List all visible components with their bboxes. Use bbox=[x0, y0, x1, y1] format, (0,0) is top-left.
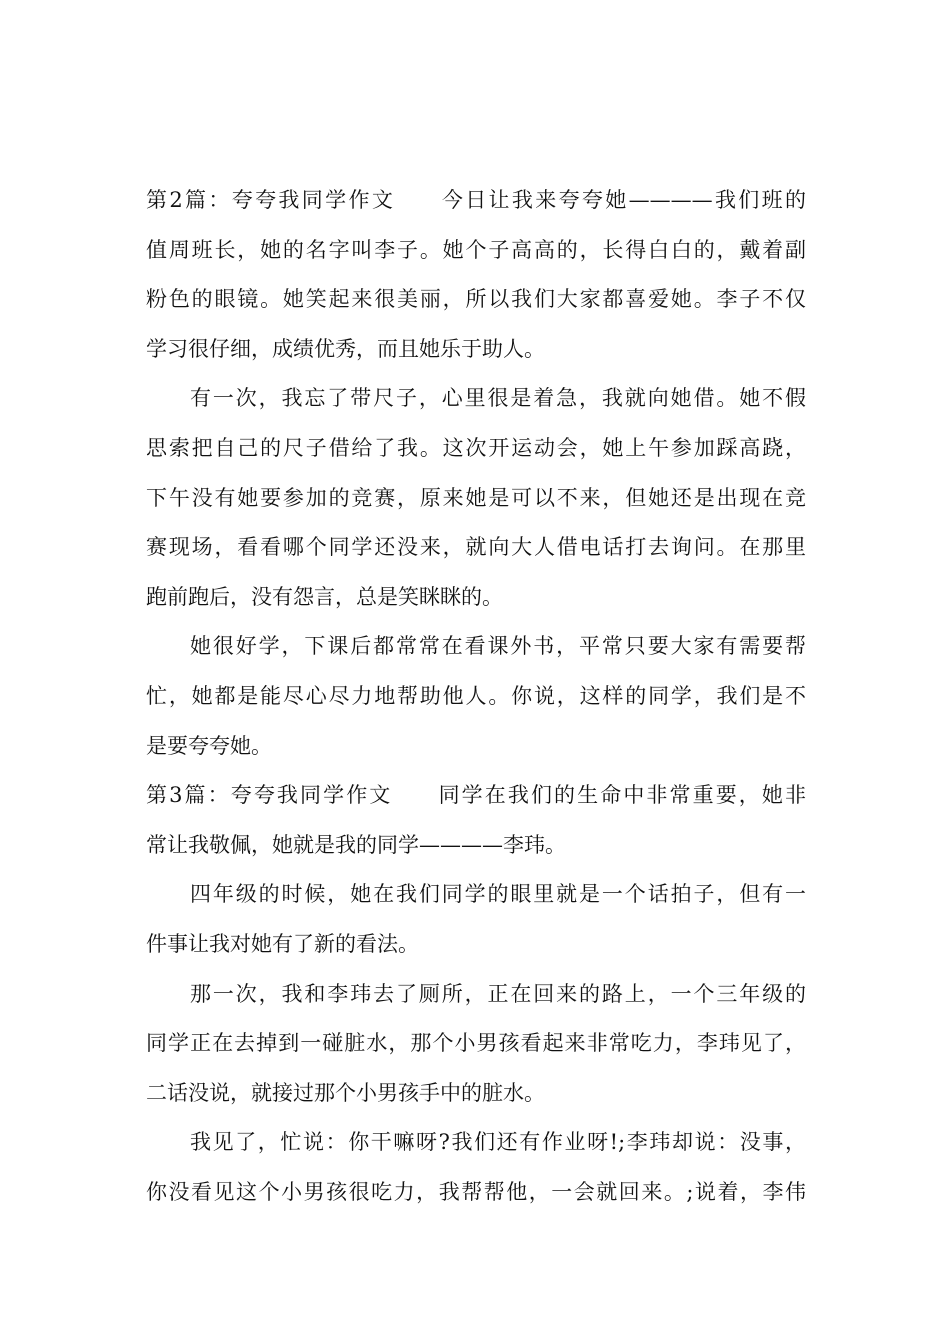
document-body bbox=[146, 180, 806, 1221]
text-line: 她很好学，下课后都常常在看课外书，平常只要大家有需要帮 bbox=[190, 634, 806, 659]
text-line: 你没看见这个小男孩很吃力，我帮帮他，一会就回来。;说着，李伟 bbox=[146, 1179, 806, 1204]
text-line: 那一次，我和李玮去了厕所，正在回来的路上，一个三年级的 bbox=[190, 981, 806, 1006]
text-line: 下午没有她要参加的竞赛，原来她是可以不来，但她还是出现在竞 bbox=[146, 485, 806, 510]
text-line: 我见了，忙说：你干嘛呀?我们还有作业呀!;李玮却说：没事， bbox=[190, 1130, 806, 1155]
text-line: 件事让我对她有了新的看法。 bbox=[146, 931, 419, 956]
text-line: 常让我敬佩，她就是我的同学————李玮。 bbox=[146, 832, 566, 857]
text-line: 跑前跑后，没有怨言，总是笑眯眯的。 bbox=[146, 584, 503, 609]
text-line: 二话没说，就接过那个小男孩手中的脏水。 bbox=[146, 1080, 545, 1105]
text-line: 粉色的眼镜。她笑起来很美丽，所以我们大家都喜爱她。李子不仅 bbox=[146, 287, 806, 312]
text-line: 四年级的时候，她在我们同学的眼里就是一个话拍子，但有一 bbox=[190, 882, 806, 907]
text-line: 同学正在去掉到一碰脏水，那个小男孩看起来非常吃力，李玮见了， bbox=[146, 1031, 806, 1056]
text-line: 值周班长，她的名字叫李子。她个子高高的，长得白白的，戴着副 bbox=[146, 237, 806, 262]
text-line: 思索把自己的尺子借给了我。这次开运动会，她上午参加踩高跷， bbox=[146, 435, 806, 460]
text-line: 是要夸夸她。 bbox=[146, 733, 272, 758]
text-line: 学习很仔细，成绩优秀，而且她乐于助人。 bbox=[146, 336, 545, 361]
text-line: 有一次，我忘了带尺子，心里很是着急，我就向她借。她不假 bbox=[190, 386, 806, 411]
text-line: 第2篇：夸夸我同学作文 今日让我来夸夸她————我们班的 bbox=[146, 188, 806, 212]
text-line: 第3篇：夸夸我同学作文 同学在我们的生命中非常重要，她非 bbox=[146, 783, 806, 808]
text-line: 忙，她都是能尽心尽力地帮助他人。你说，这样的同学，我们是不 bbox=[146, 683, 806, 708]
text-line: 赛现场，看看哪个同学还没来，就向大人借电话打去询问。在那里 bbox=[146, 535, 806, 560]
